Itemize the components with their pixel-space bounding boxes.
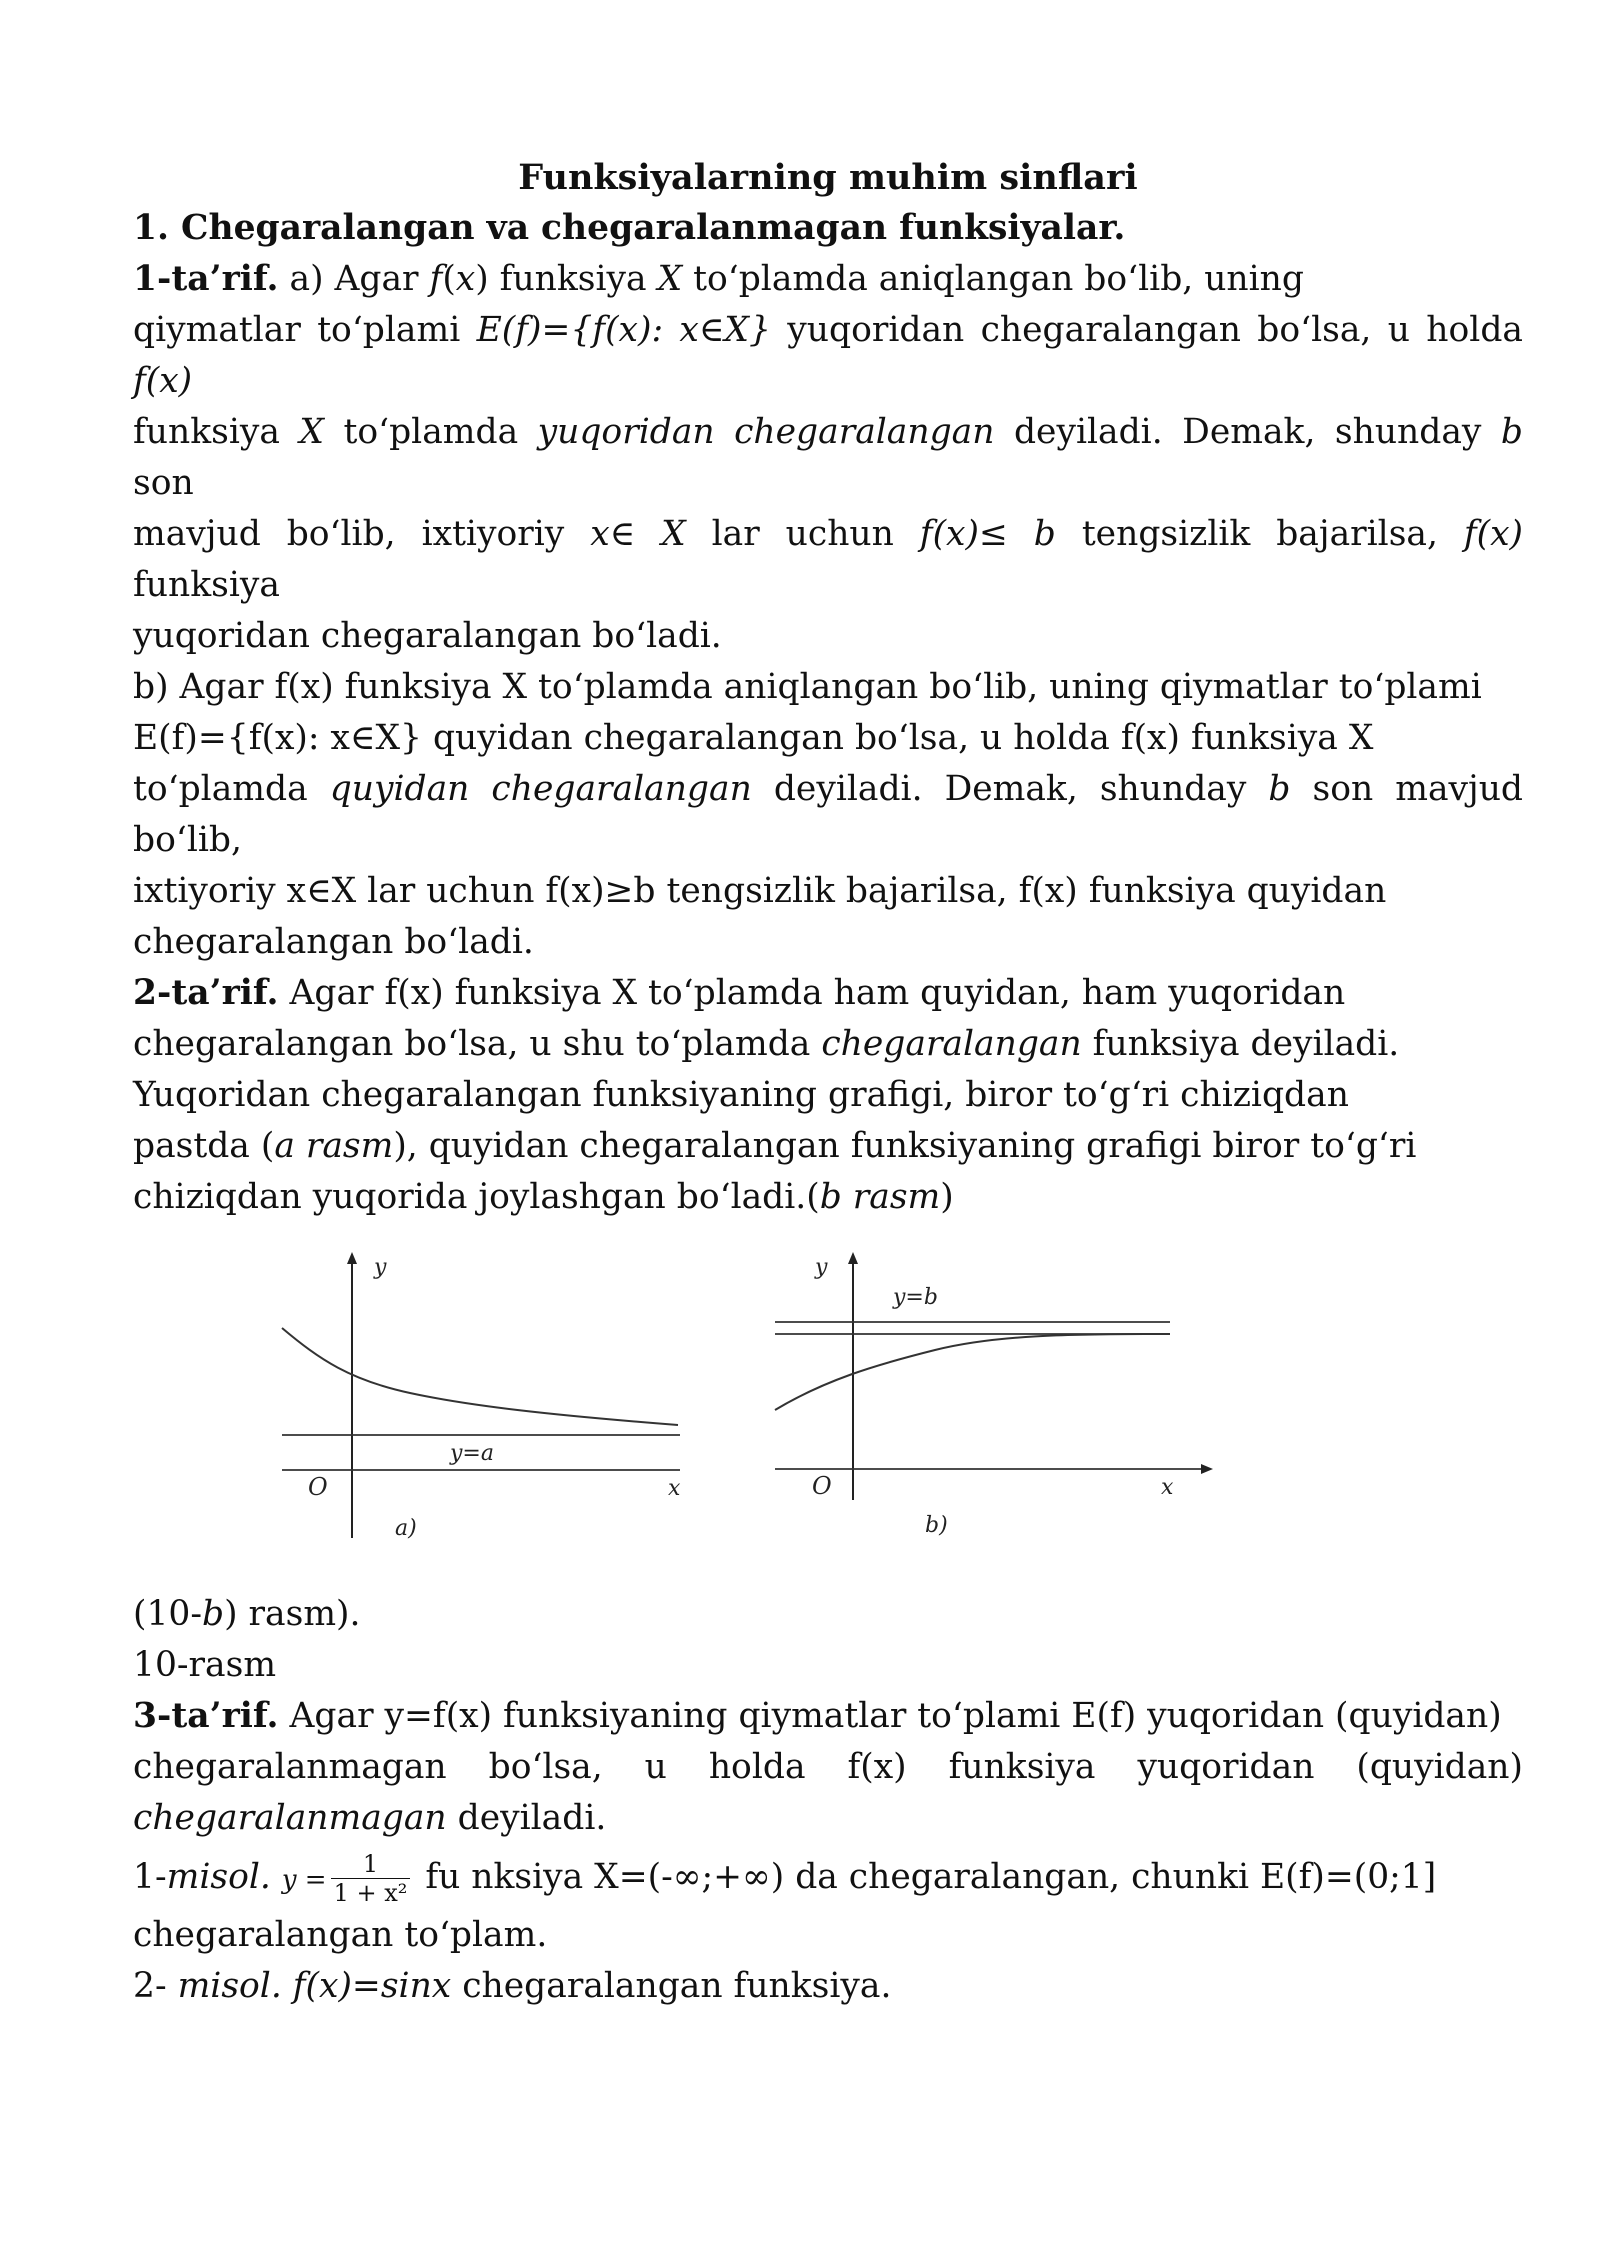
figure-b-graph (765, 1250, 1235, 1550)
def1-line-4: funksiya X to‘plamda yuqoridan chegaralangan deyiladi. Demak, shunday b (133, 412, 1524, 452)
def1-line-6: mavjud bo‘lib, ixtiyoriy x∈ X lar uchun f(x)≤ b tengsizlik bajarilsa, f(x) (133, 514, 1524, 554)
x-axis-arrow-icon (1201, 1464, 1213, 1474)
example1-line-1: 1-misol. y = $\frac{1}{\text{1 + x²}}$ fu nksiya X=(-∞;+∞) da chegaralangan, chunki E(f)=(0;1] (133, 1850, 1437, 1907)
term-lower-bounded: quyidan chegaralangan (329, 769, 752, 809)
figure-a-y-label: y (374, 1255, 387, 1280)
figure-b-caption: b) (925, 1513, 948, 1538)
def1-line-5: son (133, 463, 194, 503)
example1-y-eq: y = (281, 1865, 327, 1895)
def1-line-7: funksiya (133, 565, 280, 605)
decreasing-curve (282, 1328, 678, 1425)
def1-b-line-3: to‘plamda quyidan chegaralangan deyiladi. Demak, shunday b son mavjud (133, 769, 1523, 809)
term-upper-bounded: yuqoridan chegaralangan (537, 412, 995, 452)
def1-b-line-6: chegaralangan bo‘ladi. (133, 922, 534, 962)
page-title: Funksiyalarning muhim sinflari (518, 157, 1138, 198)
def1-b-line-5: ixtiyoriy x∈X lar uchun f(x)≥b tengsizlik bajarilsa, f(x) funksiya quyidan (133, 871, 1387, 911)
def3-line-3: chegaralanmagan deyiladi. (133, 1798, 607, 1838)
example1-line-2: chegaralangan to‘plam. (133, 1915, 548, 1955)
term-bounded: chegaralangan (821, 1024, 1082, 1064)
body-text-bottom (133, 1589, 1523, 2012)
def2-line-4: pastda (a rasm), quyidan chegaralangan funksiyaning grafigi biror to‘g‘ri (133, 1126, 1417, 1166)
figure-number-line: 10-rasm (133, 1645, 277, 1685)
figure-a-x-label: x (668, 1476, 681, 1501)
def3-label: 3-ta’rif. (133, 1696, 279, 1736)
y-axis-arrow-icon (848, 1252, 858, 1264)
term-unbounded: chegaralanmagan (133, 1798, 447, 1838)
def2-line-2: chegaralangan bo‘lsa, u shu to‘plamda chegaralangan funksiya deyiladi. (133, 1024, 1400, 1064)
def1-line-8: yuqoridan chegaralangan bo‘ladi. (133, 616, 722, 656)
def1-line-2: qiymatlar to‘plami E(f)={f(x): x∈X} yuqoridan chegaralangan bo‘lsa, u holda (133, 310, 1523, 350)
increasing-curve (775, 1334, 1170, 1410)
def1-line-3: f(x) (133, 361, 193, 401)
figure-b-origin-label: O (812, 1472, 832, 1500)
figure-a-origin-label: O (308, 1473, 328, 1501)
def2-line-3: Yuqoridan chegaralangan funksiyaning grafigi, biror to‘g‘ri chiziqdan (133, 1075, 1349, 1115)
y-axis-arrow-icon (347, 1252, 357, 1264)
figure-b-x-label: x (1161, 1475, 1174, 1500)
figure-a-line-label: y=a (450, 1441, 494, 1466)
def1-b-line-2: E(f)={f(x): x∈X} quyidan chegaralangan bo‘lsa, u holda f(x) funksiya X (133, 718, 1374, 758)
figure-b-line-label: y=b (893, 1285, 938, 1310)
def3-line-2: chegaralanmagan bo‘lsa, u holda f(x) funksiya yuqoridan (quyidan) (133, 1747, 1523, 1787)
figure-a-caption: a) (395, 1516, 417, 1541)
def1-label: 1-ta’rif. (133, 259, 279, 299)
figure-b (765, 1250, 1235, 1550)
def1-b-line-4: bo‘lib, (133, 820, 242, 860)
def1-b-line-1: b) Agar f(x) funksiya X to‘plamda aniqlangan bo‘lib, uning qiymatlar to‘plami (133, 667, 1482, 707)
section-heading: 1. Chegaralangan va chegaralanmagan funksiyalar. (133, 208, 1126, 248)
body-text-top (133, 203, 1523, 1223)
def2-line-5: chiziqdan yuqorida joylashgan bo‘ladi.(b rasm) (133, 1177, 954, 1217)
figure-b-y-label: y (815, 1255, 828, 1280)
figure-reference-line: (10-b) rasm). (133, 1594, 361, 1634)
def2-label: 2-ta’rif. (133, 973, 279, 1013)
def1-line-1: 1-ta’rif. a) Agar f(x) funksiya X to‘plamda aniqlangan bo‘lib, uning (133, 259, 1304, 299)
def2-line-1: 2-ta’rif. Agar f(x) funksiya X to‘plamda ham quyidan, ham yuqoridan (133, 973, 1346, 1013)
example2-line: 2- misol. f(x)=sinx chegaralangan funksiya. (133, 1966, 892, 2006)
figure-a (270, 1250, 710, 1550)
example1-fraction: $\frac{1}{\text{1 + x²}}$ (331, 1850, 411, 1907)
figure-a-graph (270, 1250, 710, 1550)
def3-line-1: 3-ta’rif. Agar y=f(x) funksiyaning qiymatlar to‘plami E(f) yuqoridan (quyidan) (133, 1696, 1502, 1736)
